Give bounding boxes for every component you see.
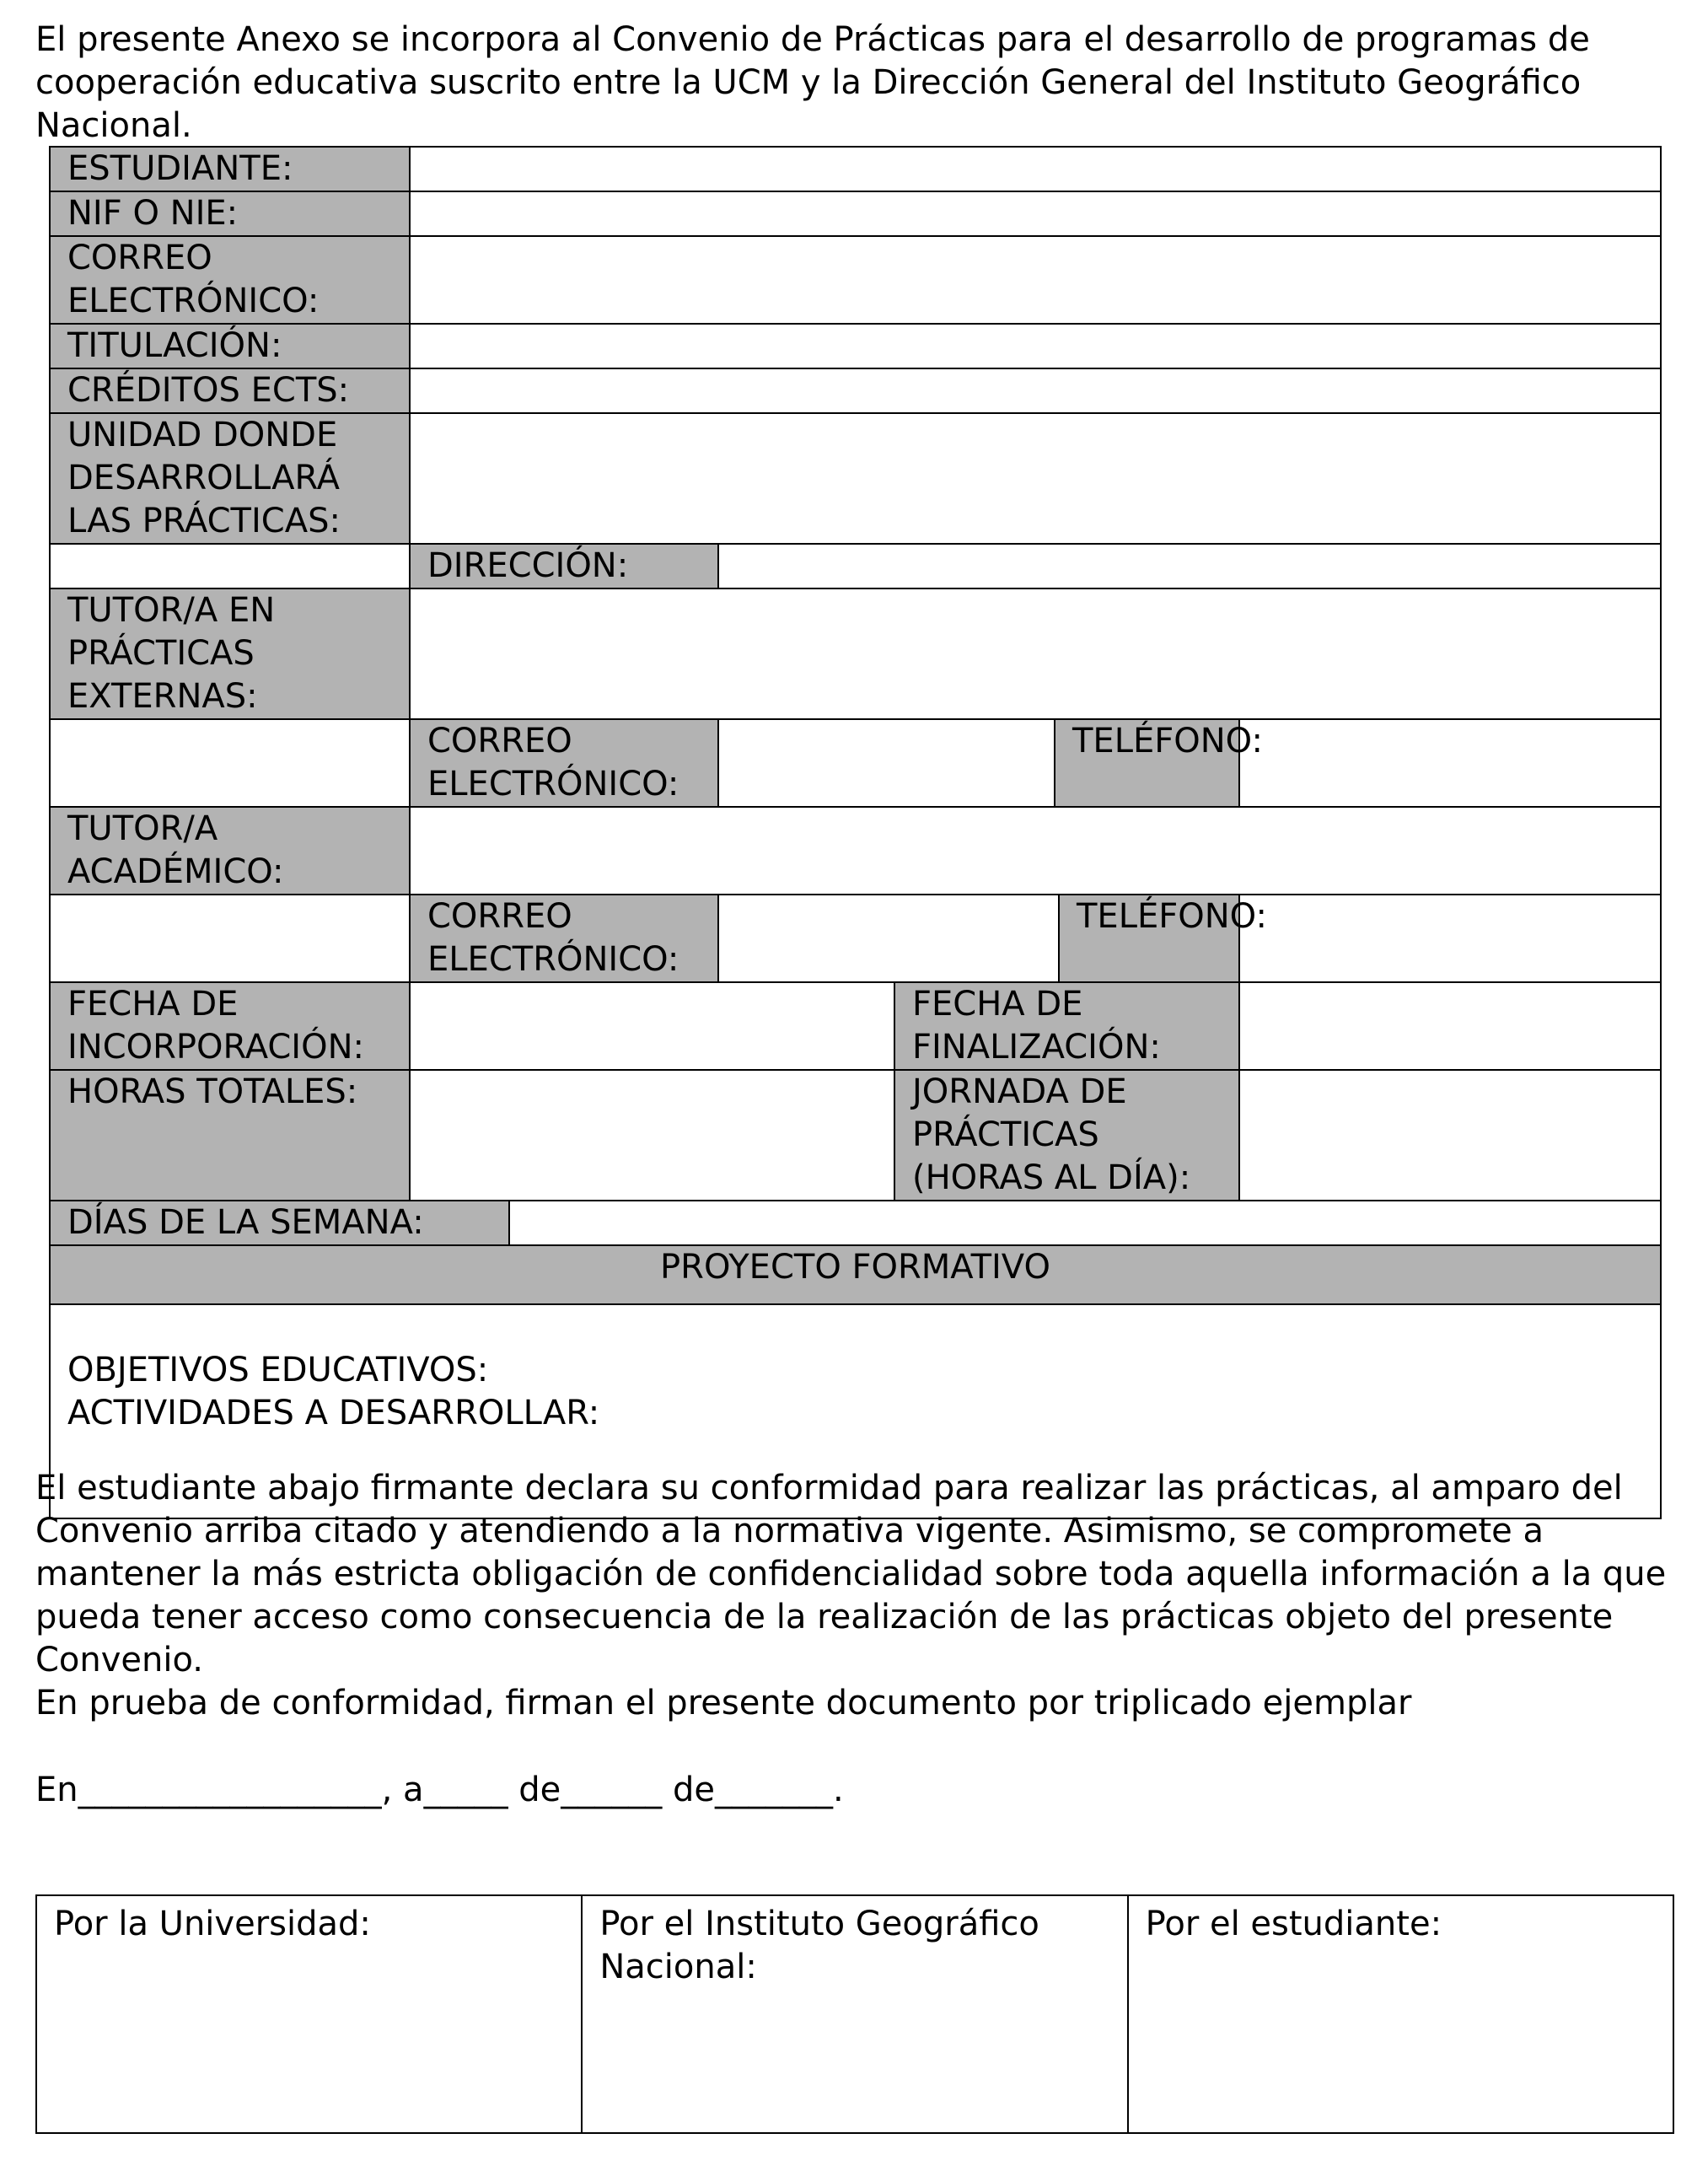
degree-label: TITULACIÓN:: [50, 324, 410, 368]
start-date-field[interactable]: [410, 982, 894, 1070]
external-tutor-phone-label: TELÉFONO:: [1055, 719, 1239, 807]
total-hours-label: HORAS TOTALES:: [50, 1070, 410, 1201]
academic-tutor-phone-label: TELÉFONO:: [1059, 895, 1239, 982]
university-signature-label: Por la Universidad:: [54, 1905, 371, 1943]
internship-form-table: [49, 146, 1662, 1519]
intro-paragraph: El presente Anexo se incorpora al Convenio de Prácticas para el desarrollo de programas de cooperación educativa suscrito entre la UCM y la Dirección General del Instituto Geográfico Nacional.: [35, 20, 1590, 145]
degree-field[interactable]: [410, 324, 1661, 368]
unit-field[interactable]: [410, 413, 1661, 544]
declaration-block: [35, 1467, 1688, 1725]
training-project-header: PROYECTO FORMATIVO: [50, 1245, 1661, 1304]
academic-tutor-label: TUTOR/A ACADÉMICO:: [50, 807, 410, 895]
ign-signature-box[interactable]: [582, 1895, 1127, 2133]
external-tutor-field[interactable]: [410, 588, 1661, 719]
weekdays-field[interactable]: [509, 1201, 1661, 1245]
address-label: DIRECCIÓN:: [410, 544, 718, 588]
ects-credits-label: CRÉDITOS ECTS:: [50, 368, 410, 413]
daily-hours-field[interactable]: [1239, 1070, 1661, 1201]
student-label: ESTUDIANTE:: [50, 147, 410, 191]
student-signature-label: Por el estudiante:: [1145, 1905, 1442, 1943]
external-tutor-label: TUTOR/A EN PRÁCTICAS EXTERNAS:: [50, 588, 410, 719]
conformity-line: En prueba de conformidad, firman el presente documento por triplicado ejemplar: [35, 1684, 1412, 1722]
nif-label: NIF O NIE:: [50, 191, 410, 236]
empty-cell: [50, 895, 410, 982]
place-date-line: En__________________, a_____ de______ de_______.: [35, 1771, 844, 1809]
academic-tutor-field[interactable]: [410, 807, 1661, 895]
unit-label: UNIDAD DONDE DESARROLLARÁ LAS PRÁCTICAS:: [50, 413, 410, 544]
external-tutor-email-field[interactable]: [718, 719, 1055, 807]
academic-tutor-email-field[interactable]: [718, 895, 1059, 982]
external-tutor-phone-field[interactable]: [1239, 719, 1661, 807]
empty-cell: [50, 544, 410, 588]
academic-tutor-phone-field[interactable]: [1239, 895, 1661, 982]
student-signature-box[interactable]: [1128, 1895, 1673, 2133]
academic-tutor-email-label: CORREO ELECTRÓNICO:: [410, 895, 718, 982]
signature-table: [35, 1894, 1674, 2134]
nif-field[interactable]: [410, 191, 1661, 236]
start-date-label: FECHA DE INCORPORACIÓN:: [50, 982, 410, 1070]
ign-signature-label: Por el Instituto Geográfico Nacional:: [599, 1905, 1039, 1986]
end-date-field[interactable]: [1239, 982, 1661, 1070]
ects-credits-field[interactable]: [410, 368, 1661, 413]
email-field[interactable]: [410, 236, 1661, 324]
email-label: CORREO ELECTRÓNICO:: [50, 236, 410, 324]
activities-label: ACTIVIDADES A DESARROLLAR:: [67, 1394, 600, 1432]
empty-cell: [50, 719, 410, 807]
end-date-label: FECHA DE FINALIZACIÓN:: [894, 982, 1239, 1070]
external-tutor-email-label: CORREO ELECTRÓNICO:: [410, 719, 718, 807]
weekdays-label: DÍAS DE LA SEMANA:: [50, 1201, 509, 1245]
objectives-label: OBJETIVOS EDUCATIVOS:: [67, 1351, 489, 1389]
address-field[interactable]: [718, 544, 1661, 588]
declaration-paragraph: El estudiante abajo firmante declara su conformidad para realizar las prácticas, al amparo del Convenio arriba citado y atendiendo a la normativa vigente. Asimismo, se compromete a mantener la más estricta obligación de confidencialidad sobre toda aquella información a la que pueda tener acceso como consecuencia de la realización de las prácticas objeto del presente Convenio.: [35, 1469, 1667, 1679]
student-field[interactable]: [410, 147, 1661, 191]
university-signature-box[interactable]: [36, 1895, 582, 2133]
daily-hours-label: JORNADA DE PRÁCTICAS (HORAS AL DÍA):: [894, 1070, 1239, 1201]
total-hours-field[interactable]: [410, 1070, 894, 1201]
